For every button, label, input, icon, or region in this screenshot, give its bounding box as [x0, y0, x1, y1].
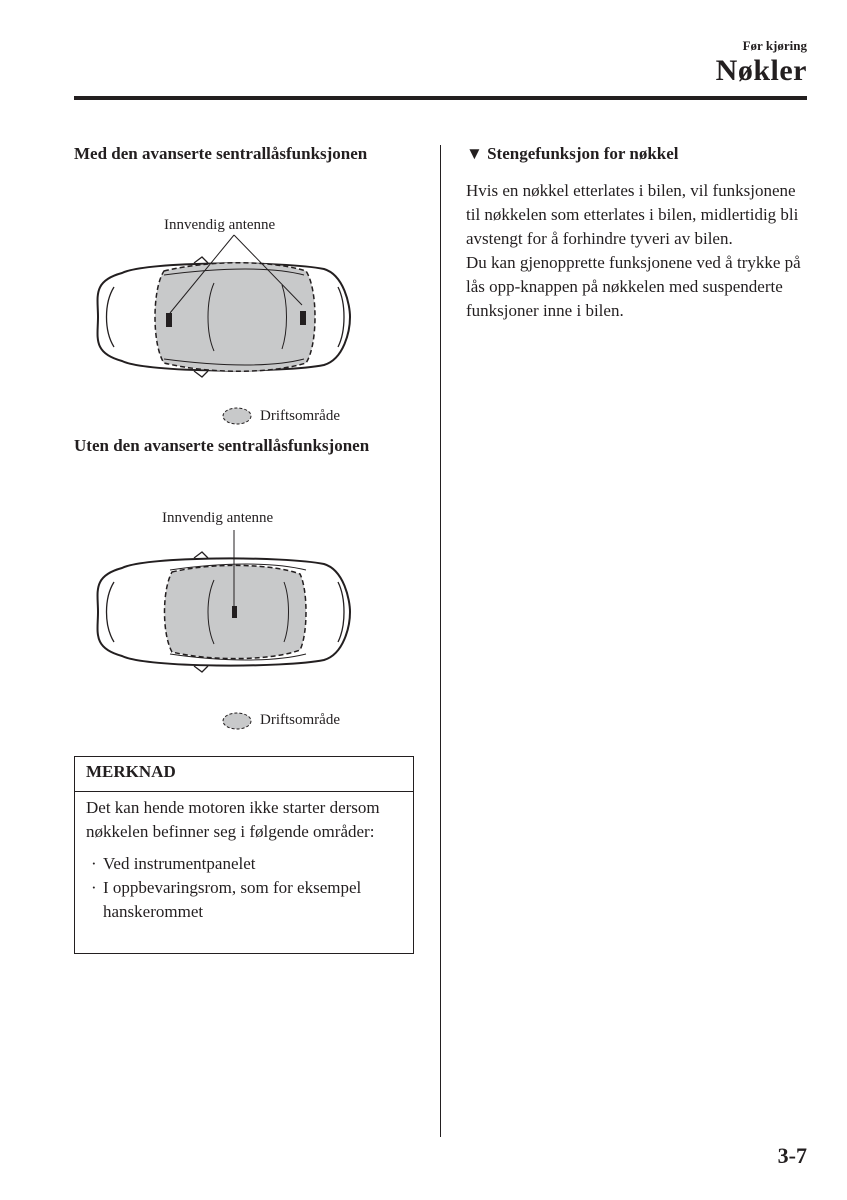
key-lockout-body [466, 179, 811, 323]
note-body [75, 792, 413, 928]
legend-zone-swatch [223, 408, 251, 424]
key-lockout-heading-text: Stengefunksjon for nøkkel [487, 144, 679, 163]
operating-zone [155, 263, 315, 372]
figure-without-advanced-locking [74, 500, 414, 735]
note-list-item: · Ved instrumentpanelet [86, 852, 402, 876]
key-lockout-paragraph: Du kan gjenopprette funksjonene ved å trykke på lås opp-knappen på nøkkelen med suspenderte funksjoner inne i bilen. [466, 253, 801, 320]
note-title: MERKNAD [75, 757, 413, 792]
car-diagram-two-antennas [74, 205, 414, 430]
key-lockout-heading [466, 142, 679, 166]
note-list [86, 852, 402, 924]
antenna-label: Innvendig antenne [162, 510, 274, 526]
antenna-label: Innvendig antenne [164, 217, 276, 233]
triangle-marker-icon: ▼ [466, 144, 483, 163]
page-title: Nøkler [715, 54, 807, 87]
legend-zone-swatch [223, 713, 251, 729]
header-rule [74, 96, 807, 100]
heading-with-advanced-locking: Med den avanserte sentrallåsfunksjonen [74, 144, 368, 163]
antenna-center [232, 606, 237, 618]
antenna-front [166, 313, 172, 327]
note-list-item: · I oppbevaringsrom, som for eksempel hanskerommet [86, 876, 402, 924]
key-lockout-paragraph: Hvis en nøkkel etterlates i bilen, vil funksjonene til nøkkelen som etterlates i bilen, midlertidig bli avstengt for å forhindre tyveri av bilen. [466, 181, 799, 248]
column-divider [440, 145, 441, 1137]
heading-without-advanced-locking: Uten den avanserte sentrallåsfunksjonen [74, 436, 370, 455]
note-intro: Det kan hende motoren ikke starter dersom nøkkelen befinner seg i følgende områder: [86, 798, 380, 841]
note-box [74, 756, 414, 954]
figure-with-advanced-locking [74, 205, 414, 430]
section-name: Før kjøring [742, 38, 807, 53]
car-diagram-one-antenna [74, 500, 414, 735]
legend-label: Driftsområde [260, 712, 340, 728]
page-number: 3-7 [777, 1143, 807, 1168]
legend-label: Driftsområde [260, 408, 340, 424]
antenna-rear [300, 311, 306, 325]
